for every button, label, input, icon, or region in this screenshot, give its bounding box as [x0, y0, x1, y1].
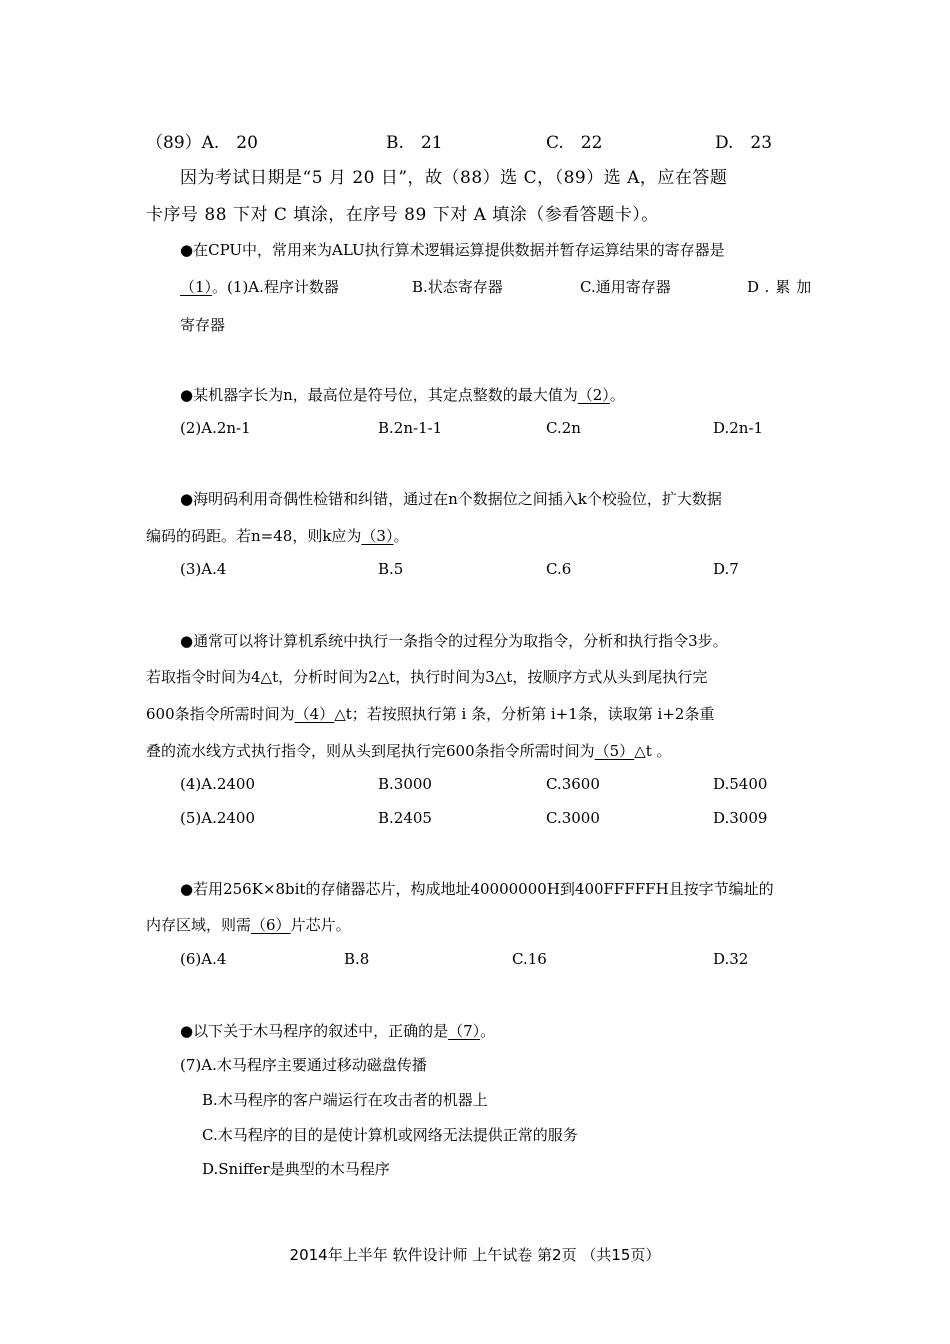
q6-option-d: D.32	[713, 950, 749, 968]
q1-option-d-cont: 寄存器	[180, 316, 226, 334]
q2-stem: ●某机器字长为n，最高位是符号位，其定点整数的最大值为	[180, 386, 578, 404]
q4-blank: （4）	[294, 705, 335, 723]
page-footer: 2014年上半年 软件设计师 上午试卷 第2页 （共15页）	[289, 1246, 661, 1264]
q4-line-4-post: △t 。	[634, 742, 672, 760]
q5-option-b: B.2405	[378, 809, 432, 827]
q6-option-a: (6)A.4	[180, 950, 227, 968]
q89-option-a: （89）A. 20	[146, 133, 258, 153]
q3-option-c: C.6	[546, 560, 572, 578]
q89-option-c: C. 22	[546, 133, 603, 153]
q5-option-c: C.3000	[546, 809, 600, 827]
q4-line-3-post: △t；若按照执行第 i 条，分析第 i+1条，读取第 i+2条重	[334, 705, 715, 723]
q2-option-a: (2)A.2n-1	[180, 419, 251, 437]
q2-option-d: D.2n-1	[713, 419, 764, 437]
q4-option-a: (4)A.2400	[180, 775, 256, 793]
q1-option-d: D.累加	[747, 278, 818, 296]
q5-option-d: D.3009	[713, 809, 768, 827]
q7-option-b: B.木马程序的客户端运行在攻击者的机器上	[202, 1091, 488, 1109]
q7-option-d: D.Sniffer是典型的木马程序	[202, 1160, 390, 1178]
q7-blank: （7）	[448, 1022, 481, 1040]
q6-option-b: B.8	[344, 950, 370, 968]
q6-line-2-pre: 内存区域，则需	[146, 916, 252, 934]
q7-stem-line	[180, 1020, 495, 1041]
q1-options-line	[180, 276, 339, 297]
q4-line-3-pre: 600条指令所需时间为	[146, 705, 295, 723]
q2-end: 。	[609, 386, 625, 404]
q3-line-2	[146, 525, 408, 546]
q7-stem: ●以下关于木马程序的叙述中，正确的是	[180, 1022, 449, 1040]
q7-option-c: C.木马程序的目的是使计算机或网络无法提供正常的服务	[202, 1126, 578, 1144]
q2-stem-line	[180, 384, 625, 405]
q2-option-c: C.2n	[546, 419, 581, 437]
q3-blank: （3）	[361, 527, 394, 545]
q5-option-a: (5)A.2400	[180, 809, 256, 827]
q7-option-a: (7)A.木马程序主要通过移动磁盘传播	[180, 1056, 427, 1074]
q6-line-2	[146, 914, 351, 935]
q2-option-b: B.2n-1-1	[378, 419, 443, 437]
q7-end: 。	[480, 1022, 496, 1040]
q3-option-d: D.7	[713, 560, 739, 578]
q5-blank: （5）	[594, 742, 635, 760]
q4-line-1: ●通常可以将计算机系统中执行一条指令的过程分为取指令，分析和执行指令3步。	[180, 632, 728, 650]
q4-option-b: B.3000	[378, 775, 432, 793]
q4-line-4-pre: 叠的流水线方式执行指令，则从头到尾执行完600条指令所需时间为	[146, 742, 595, 760]
intro-line-1: 因为考试日期是“5 月 20 日”，故（88）选 C，（89）选 A，应在答题	[180, 168, 728, 188]
q1-stem: ●在CPU中，常用来为ALU执行算术逻辑运算提供数据并暂存运算结果的寄存器是	[180, 241, 725, 259]
q3-end: 。	[393, 527, 409, 545]
q4-option-c: C.3600	[546, 775, 600, 793]
q4-line-4	[146, 740, 672, 761]
q1-option-c: C.通用寄存器	[580, 278, 671, 296]
q3-option-b: B.5	[378, 560, 404, 578]
q6-line-2-post: 片芯片。	[290, 916, 351, 934]
q89-option-d: D. 23	[715, 133, 773, 153]
q6-blank: （6）	[251, 916, 291, 934]
q3-stem: 编码的码距。若n=48，则k应为	[146, 527, 362, 545]
q89-option-b: B. 21	[386, 133, 443, 153]
q6-line-1: ●若用256K×8bit的存储器芯片，构成地址40000000H到400FFFFFH且按字节编址的	[180, 880, 774, 898]
q6-option-c: C.16	[512, 950, 547, 968]
q4-line-3	[146, 703, 714, 724]
intro-line-2: 卡序号 88 下对 C 填涂，在序号 89 下对 A 填涂（参看答题卡）。	[146, 205, 659, 225]
q1-option-a: 。(1)A.程序计数器	[212, 278, 339, 296]
q1-option-b: B.状态寄存器	[412, 278, 503, 296]
q4-line-2: 若取指令时间为4△t，分析时间为2△t，执行时间为3△t，按顺序方式从头到尾执行完	[146, 668, 708, 686]
q4-option-d: D.5400	[713, 775, 768, 793]
q2-blank: （2）	[577, 386, 610, 404]
q3-line-1: ●海明码利用奇偶性检错和纠错，通过在n个数据位之间插入k个校验位，扩大数据	[180, 490, 722, 508]
q3-option-a: (3)A.4	[180, 560, 227, 578]
q1-blank: （1）	[180, 278, 213, 296]
